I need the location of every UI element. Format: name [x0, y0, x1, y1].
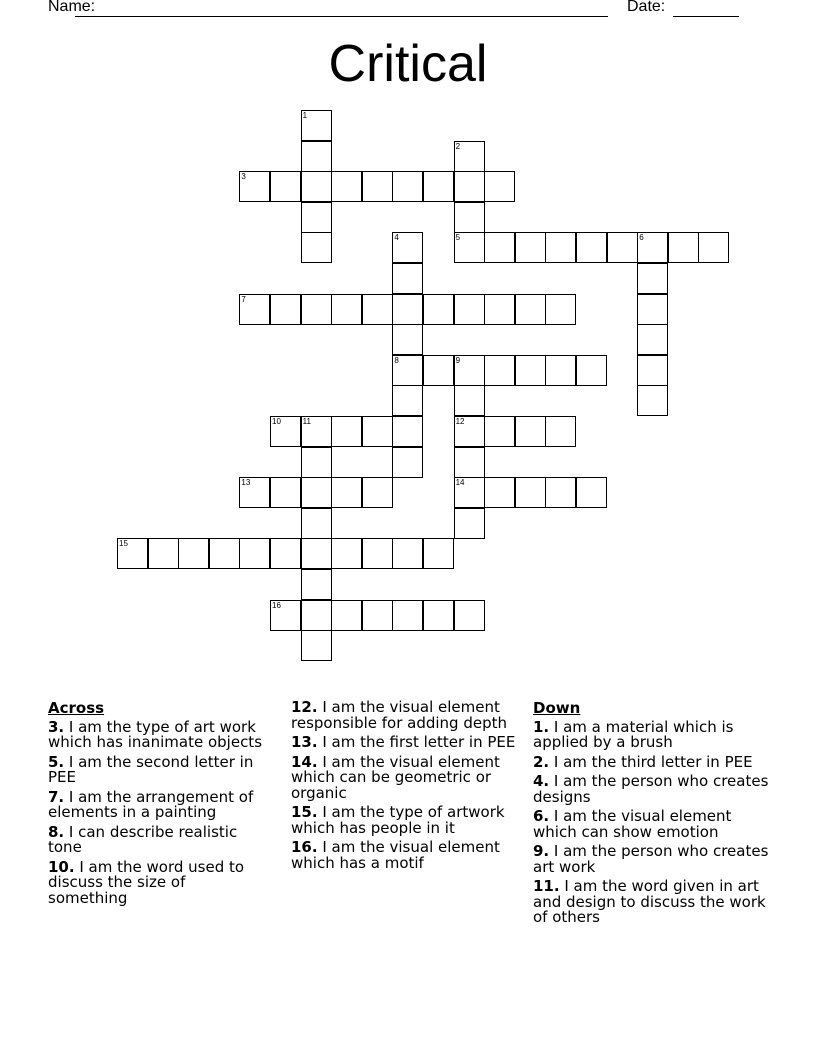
grid-cell[interactable]: [637, 355, 668, 386]
grid-cell[interactable]: [362, 538, 393, 569]
clue-text: I am the visual element which has a motif: [291, 838, 500, 872]
clue-column-across-continued: [291, 700, 526, 875]
date-input-line[interactable]: [673, 16, 739, 17]
clue-number: 4.: [533, 772, 550, 790]
grid-cell[interactable]: [515, 294, 546, 325]
grid-cell[interactable]: [515, 355, 546, 386]
cell-number: 15: [119, 539, 128, 549]
clue-number: 5.: [48, 752, 65, 771]
clue-number: 12.: [291, 698, 318, 716]
grid-cell[interactable]: [301, 538, 332, 569]
clue-across-10: [48, 857, 268, 907]
grid-cell[interactable]: [331, 294, 362, 325]
cell-number: 1: [302, 111, 308, 120]
grid-cell[interactable]: [270, 538, 301, 569]
grid-cell[interactable]: [239, 477, 270, 508]
grid-cell[interactable]: [392, 232, 423, 263]
clue-number: 2.: [533, 752, 550, 771]
grid-cell[interactable]: [637, 232, 668, 263]
grid-cell[interactable]: [331, 477, 362, 508]
clue-across-8: [48, 822, 268, 856]
clue-down-11: [533, 879, 773, 926]
clue-number: 13.: [291, 733, 318, 751]
cell-number: 11: [302, 417, 311, 426]
grid-cell[interactable]: [270, 600, 301, 631]
grid-cell[interactable]: [545, 294, 576, 325]
clue-column-down: [533, 700, 773, 930]
grid-cell[interactable]: [698, 232, 729, 263]
clue-across-16: [291, 840, 526, 871]
grid-cell[interactable]: [148, 538, 179, 569]
clue-text: I am the type of artwork which has people in it: [291, 803, 505, 837]
grid-cell[interactable]: [117, 538, 148, 569]
grid-cell[interactable]: [454, 355, 485, 386]
cell-number: 13: [241, 478, 251, 488]
grid-cell[interactable]: [576, 232, 607, 263]
grid-cell[interactable]: [637, 324, 668, 355]
grid-cell[interactable]: [301, 294, 332, 325]
grid-cell[interactable]: [392, 416, 423, 447]
grid-cell[interactable]: [331, 600, 362, 631]
clue-text: I am the visual element which can show emotion: [533, 807, 732, 841]
grid-cell[interactable]: [515, 477, 546, 508]
clue-down-9: [533, 844, 773, 875]
name-label: Name:: [48, 0, 96, 15]
grid-cell[interactable]: [454, 416, 485, 447]
cell-number: 10: [272, 417, 281, 426]
grid-cell[interactable]: [392, 600, 423, 631]
clue-number: 14.: [291, 752, 318, 771]
grid-cell[interactable]: [484, 294, 515, 325]
clue-across-14: [291, 752, 526, 802]
clue-text: I am the type of art work which has inanimate objects: [48, 717, 263, 751]
grid-cell[interactable]: [270, 294, 301, 325]
grid-cell[interactable]: [392, 385, 423, 416]
grid-cell[interactable]: [545, 416, 576, 447]
grid-cell[interactable]: [239, 294, 270, 325]
across-heading: Across: [48, 699, 105, 717]
grid-cell[interactable]: [392, 263, 423, 294]
clue-text: I am the first letter in PEE: [322, 733, 516, 751]
clue-across-12: [291, 700, 526, 731]
grid-cell[interactable]: [484, 232, 515, 263]
cell-number: 4: [394, 233, 399, 243]
grid-cell[interactable]: [301, 508, 332, 539]
clue-across-7: [48, 787, 268, 821]
grid-cell[interactable]: [209, 538, 240, 569]
clue-number: 1.: [533, 717, 550, 736]
grid-cell[interactable]: [576, 355, 607, 386]
grid-cell[interactable]: [301, 447, 332, 478]
clue-across-3: [48, 717, 268, 751]
clue-number: 11.: [533, 877, 560, 895]
grid-cell[interactable]: [484, 477, 515, 508]
grid-cell[interactable]: [423, 538, 454, 569]
grid-cell[interactable]: [301, 569, 332, 600]
grid-cell[interactable]: [301, 171, 332, 202]
grid-cell[interactable]: [515, 232, 546, 263]
grid-cell[interactable]: [668, 232, 699, 263]
clue-number: 10.: [48, 857, 75, 876]
clue-text: I am the word used to discuss the size of something: [48, 857, 245, 907]
header: [0, 0, 816, 20]
clue-across-15: [291, 805, 526, 836]
grid-cell[interactable]: [301, 202, 332, 233]
cell-number: 2: [455, 141, 461, 151]
clue-number: 7.: [48, 787, 65, 806]
grid-cell[interactable]: [301, 141, 332, 172]
clue-number: 16.: [291, 838, 318, 856]
clue-number: 3.: [48, 717, 65, 736]
clue-text: I am a material which is applied by a brush: [533, 717, 734, 751]
clue-text: I am the person who creates art work: [533, 842, 769, 876]
clue-number: 15.: [291, 803, 318, 821]
grid-cell[interactable]: [423, 600, 454, 631]
clue-number: 8.: [48, 822, 65, 841]
grid-cell[interactable]: [454, 141, 485, 172]
clue-text: I am the arrangement of elements in a painting: [48, 787, 254, 821]
grid-cell[interactable]: [545, 477, 576, 508]
grid-cell[interactable]: [637, 385, 668, 416]
cell-number: 12: [455, 417, 465, 426]
grid-cell[interactable]: [301, 110, 332, 141]
clue-text: I am the second letter in PEE: [48, 752, 254, 786]
grid-cell[interactable]: [392, 171, 423, 202]
grid-cell[interactable]: [331, 416, 362, 447]
cell-number: 14: [455, 478, 465, 488]
grid-cell[interactable]: [576, 477, 607, 508]
grid-cell[interactable]: [392, 355, 423, 386]
grid-cell[interactable]: [454, 232, 485, 263]
clue-text: I am the visual element responsible for adding depth: [291, 698, 508, 732]
grid-cell[interactable]: [454, 294, 485, 325]
grid-cell[interactable]: [637, 294, 668, 325]
grid-cell[interactable]: [484, 355, 515, 386]
grid-cell[interactable]: [484, 416, 515, 447]
grid-cell[interactable]: [454, 171, 485, 202]
grid-cell[interactable]: [331, 538, 362, 569]
grid-cell[interactable]: [454, 202, 485, 233]
cell-number: 8: [394, 355, 399, 365]
cell-number: 7: [241, 294, 246, 304]
grid-cell[interactable]: [178, 538, 209, 569]
grid-cell[interactable]: [392, 447, 423, 478]
clue-down-4: [533, 774, 773, 805]
grid-cell[interactable]: [454, 477, 485, 508]
grid-cell[interactable]: [270, 416, 301, 447]
clue-column-across: [48, 700, 268, 910]
grid-cell[interactable]: [239, 171, 270, 202]
grid-cell[interactable]: [301, 477, 332, 508]
date-label: Date:: [627, 0, 666, 15]
grid-cell[interactable]: [362, 171, 393, 202]
grid-cell[interactable]: [545, 355, 576, 386]
puzzle-title: Critical: [328, 35, 488, 93]
clue-text: I am the visual element which can be geometric or organic: [291, 752, 500, 802]
grid-cell[interactable]: [270, 477, 301, 508]
grid-cell[interactable]: [362, 416, 393, 447]
grid-cell[interactable]: [637, 263, 668, 294]
cell-number: 5: [455, 233, 461, 243]
grid-cell[interactable]: [362, 294, 393, 325]
clue-text: I am the third letter in PEE: [553, 752, 753, 771]
clue-down-1: [533, 717, 773, 751]
clue-number: 6.: [533, 807, 550, 825]
clue-text: I can describe realistic tone: [48, 822, 238, 856]
cell-number: 9: [455, 355, 461, 365]
grid-cell[interactable]: [484, 171, 515, 202]
grid-cell[interactable]: [301, 630, 332, 661]
grid-cell[interactable]: [423, 355, 454, 386]
clue-text: I am the person who creates designs: [533, 772, 769, 806]
clue-across-5: [48, 752, 268, 786]
grid-cell[interactable]: [301, 600, 332, 631]
grid-cell[interactable]: [607, 232, 638, 263]
cell-number: 3: [241, 172, 246, 182]
grid-cell[interactable]: [270, 171, 301, 202]
grid-cell[interactable]: [362, 600, 393, 631]
clue-down-2: [533, 752, 773, 771]
grid-cell[interactable]: [423, 171, 454, 202]
grid-cell[interactable]: [239, 538, 270, 569]
grid-cell[interactable]: [331, 171, 362, 202]
clue-down-6: [533, 809, 773, 840]
grid-cell[interactable]: [392, 538, 423, 569]
grid-cell[interactable]: [301, 416, 332, 447]
name-input-line[interactable]: [75, 16, 608, 17]
down-heading: Down: [533, 699, 581, 717]
cell-number: 16: [272, 600, 281, 610]
grid-cell[interactable]: [515, 416, 546, 447]
grid-cell[interactable]: [454, 508, 485, 539]
cell-number: 6: [639, 233, 644, 243]
grid-cell[interactable]: [454, 600, 485, 631]
clue-number: 9.: [533, 842, 550, 860]
grid-cell[interactable]: [423, 294, 454, 325]
grid-cell[interactable]: [545, 232, 576, 263]
grid-cell[interactable]: [392, 294, 423, 325]
clue-text: I am the word given in art and design to discuss the work of others: [533, 877, 766, 926]
clue-across-13: [291, 735, 526, 751]
grid-cell[interactable]: [392, 324, 423, 355]
grid-cell[interactable]: [454, 385, 485, 416]
grid-cell[interactable]: [454, 447, 485, 478]
grid-cell[interactable]: [362, 477, 393, 508]
grid-cell[interactable]: [301, 232, 332, 263]
